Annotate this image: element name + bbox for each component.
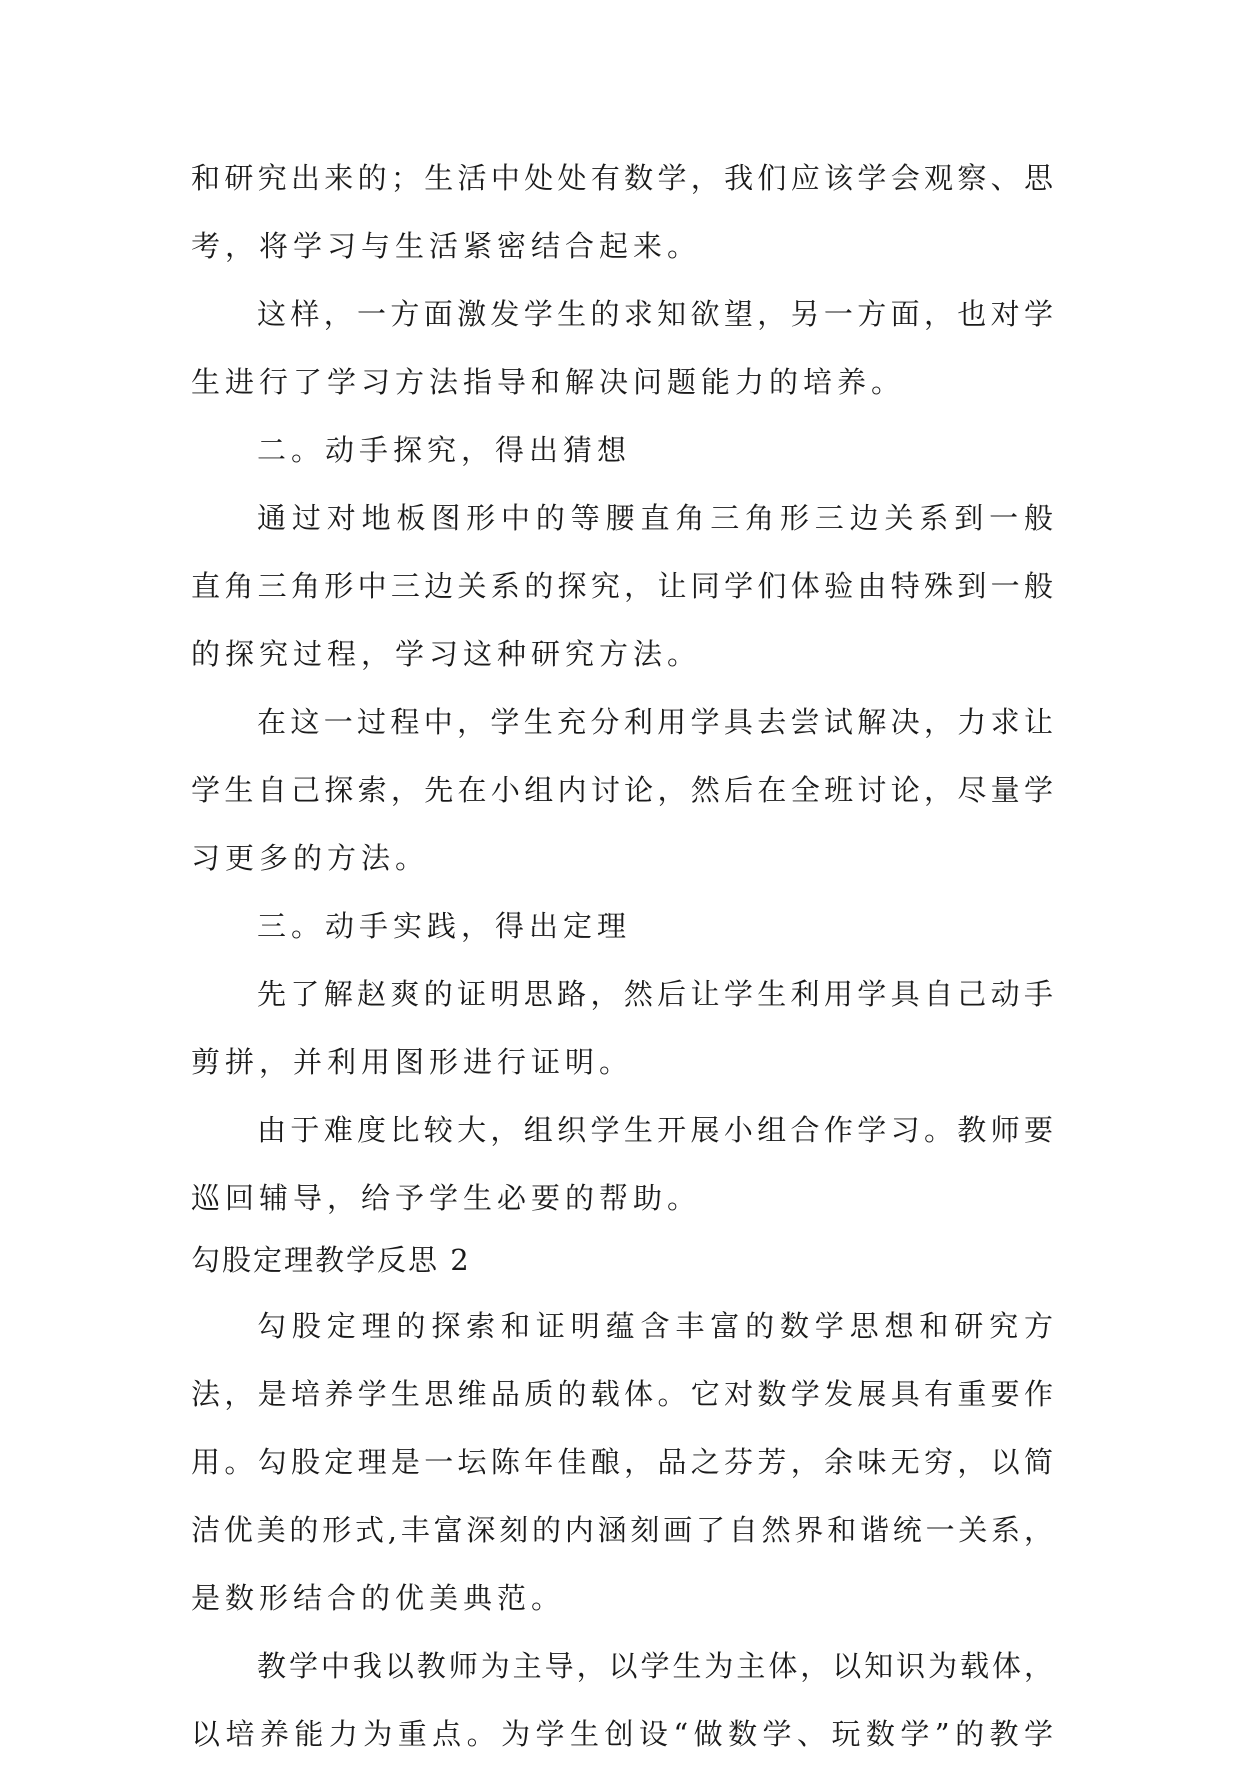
body-text-line: 是数形结合的优美典范。 xyxy=(191,1581,566,1615)
body-text-line: 直角三角形中三边关系的探究，让同学们体验由特殊到一般 xyxy=(191,569,1053,603)
body-text-line: 学生自己探索，先在小组内讨论，然后在全班讨论，尽量学 xyxy=(191,773,1053,807)
body-text-line: 先了解赵爽的证明思路，然后让学生利用学具自己动手 xyxy=(257,977,1053,1011)
body-text-line: 在这一过程中，学生充分利用学具去尝试解决，力求让 xyxy=(257,705,1053,739)
body-text-line: 教学中我以教师为主导，以学生为主体，以知识为载体， xyxy=(257,1649,1053,1683)
body-text-line: 和研究出来的；生活中处处有数学，我们应该学会观察、思 xyxy=(191,161,1053,195)
body-text-line: 通过对地板图形中的等腰直角三角形三边关系到一般 xyxy=(257,501,1053,535)
body-text-line: 法，是培养学生思维品质的载体。它对数学发展具有重要作 xyxy=(191,1377,1053,1411)
body-text-line: 由于难度比较大，组织学生开展小组合作学习。教师要 xyxy=(257,1113,1053,1147)
body-text-line: 剪拼，并利用图形进行证明。 xyxy=(191,1045,634,1079)
body-text-line: 巡回辅导，给予学生必要的帮助。 xyxy=(191,1181,702,1215)
body-text-line: 考，将学习与生活紧密结合起来。 xyxy=(191,229,702,263)
section-heading: 二。动手探究，得出猜想 xyxy=(257,433,632,467)
body-text-line: 这样，一方面激发学生的求知欲望，另一方面，也对学 xyxy=(257,297,1053,331)
body-text-line: 生进行了学习方法指导和解决问题能力的培养。 xyxy=(191,365,906,399)
body-text-line: 习更多的方法。 xyxy=(191,841,430,875)
section-heading: 三。动手实践，得出定理 xyxy=(257,909,632,943)
document-title: 勾股定理教学反思 2 xyxy=(191,1243,471,1277)
body-text-line: 的探究过程，学习这种研究方法。 xyxy=(191,637,702,671)
body-text-line: 以培养能力为重点。为学生创设“做数学、玩数学”的教学 xyxy=(191,1717,1053,1751)
body-text-line: 用。勾股定理是一坛陈年佳酿，品之芬芳，余味无穷，以简 xyxy=(191,1445,1053,1479)
body-text-line: 洁优美的形式,丰富深刻的内涵刻画了自然界和谐统一关系， xyxy=(191,1513,1053,1547)
document-body xyxy=(191,158,1053,1782)
body-text-line: 勾股定理的探索和证明蕴含丰富的数学思想和研究方 xyxy=(257,1309,1053,1343)
